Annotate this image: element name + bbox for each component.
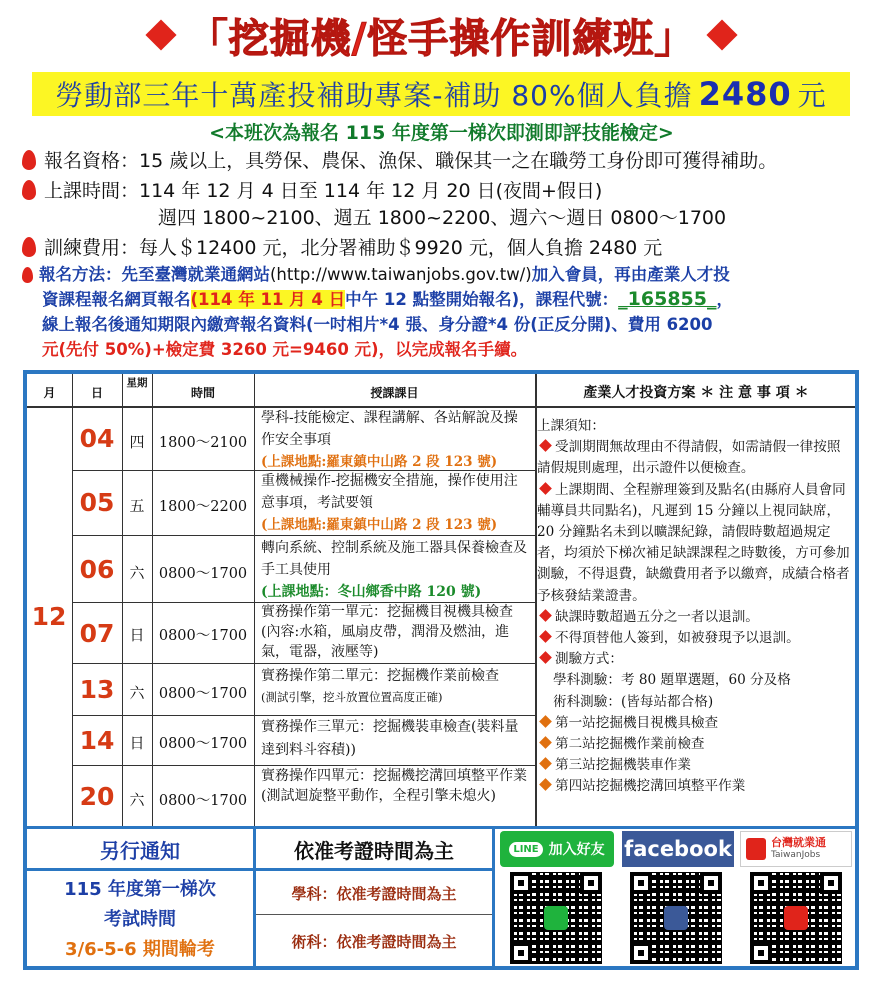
diamond-icon	[539, 651, 552, 664]
row-weekday: 六	[129, 684, 145, 702]
note-sub: 術科測驗：(皆每站都合格)	[553, 693, 714, 710]
row-time: 0800～1700	[158, 686, 248, 702]
note-item	[537, 649, 853, 670]
exam-title-1: 115 年度第一梯次	[64, 879, 216, 900]
subsidy-amount: 2480	[698, 75, 792, 113]
station-item	[537, 734, 853, 755]
flame-icon	[22, 180, 36, 200]
subsidy-text: 勞動部三年十萬產投補助專案-補助 80%個人負擔	[55, 79, 693, 112]
exam-period: 3/6-5-6 期間輪考	[65, 939, 215, 960]
method-text-7: 元(先付 50%)+檢定費 3260 元=9460 元)，以完成報名手續。	[42, 340, 528, 359]
facebook-icon	[664, 906, 688, 930]
exam-notice: <本班次為報名 115 年度第一梯次即測即評技能檢定>	[209, 122, 674, 144]
course-text: 實務操作第二單元：挖掘機作業前檢查	[261, 668, 499, 684]
row-time: 0800～1700	[158, 628, 248, 644]
exam-title-2: 考試時間	[104, 909, 176, 930]
note-item	[537, 480, 853, 607]
note-text: 測驗方式：	[555, 651, 623, 668]
registration-method	[22, 262, 867, 362]
line-icon	[544, 906, 568, 930]
station-text: 第二站挖掘機作業前檢查	[555, 736, 705, 753]
exam-schedule	[27, 872, 253, 968]
course-location: (上課地點：冬山鄉香中路 120 號)	[261, 584, 482, 600]
taiwanjobs-button[interactable]	[740, 831, 852, 867]
written-exam: 學科：依准考證時間為主	[291, 884, 457, 903]
method-text-2: 加入會員，再由產業人才投	[531, 265, 730, 284]
row-course: 實務操作三單元：挖掘機裝車檢查(裝料量達到料斗容積))	[261, 719, 519, 758]
course-text: 轉向系統、控制系統及施工器具保養檢查及手工具使用	[261, 540, 527, 578]
practical-exam: 術科：依准考證時間為主	[291, 932, 457, 951]
line-qr-code[interactable]	[510, 872, 602, 964]
diamond-icon	[539, 736, 552, 749]
line-label: 加入好友	[548, 842, 605, 858]
header-notes: 產業人才投資方案 ＊ 注 意 事 項 ＊	[583, 385, 809, 401]
header-month: 月	[43, 386, 56, 400]
notes-panel	[537, 416, 853, 798]
facebook-button[interactable]: facebook	[622, 831, 734, 867]
row-course	[261, 537, 531, 603]
row-day: 06	[79, 555, 115, 584]
row-day: 13	[79, 675, 115, 704]
note-item	[537, 437, 853, 479]
note-text: 不得頂替他人簽到，如被發現予以退訓。	[555, 630, 800, 647]
station-text: 第四站挖掘機挖溝回填整平作業	[555, 778, 746, 795]
row-course	[261, 666, 531, 708]
course-location: (上課地點:羅東鎮中山路 2 段 123 號)	[261, 454, 498, 470]
row-day: 14	[79, 726, 115, 755]
row-weekday: 日	[129, 734, 145, 752]
month-cell: 12	[31, 602, 67, 631]
method-text-5: ，	[716, 290, 733, 309]
diamond-icon	[539, 482, 552, 495]
diamond-icon	[539, 630, 552, 643]
row-time: 1800～2100	[158, 435, 248, 451]
method-date: (114 年 11 月 4 日	[190, 290, 346, 309]
schedule-text: 上課時間：114 年 12 月 4 日至 114 年 12 月 20 日(夜間+假日)	[44, 180, 603, 202]
note-text: 上課期間、全程辦理簽到及點名(由縣府人員會同輔導員共同點名)，凡遲到 15 分鐘以上視同缺席，20 分鐘點名未到以曠課紀錄，請假時數超過規定者，均須於下梯次補足缺課課程之時數後，方可參加測驗，不得退費，缺繳費用者予以繳齊，成績合格者予核發結業證書。	[537, 481, 850, 604]
row-time: 0800～1700	[158, 566, 248, 582]
eligibility-line	[22, 146, 777, 173]
row-weekday: 四	[129, 433, 145, 451]
schedule-line-2: 週四 1800~2100、週五 1800~2200、週六～週日 0800～1700	[158, 207, 727, 229]
flame-icon	[22, 237, 36, 257]
fee-line	[22, 233, 662, 260]
row-course: 實務操作第一單元：挖掘機目視機具檢查(內容:水箱，風扇皮帶，潤滑及燃油，進氣，電器，液壓等)	[261, 604, 513, 660]
header-weekday: 星期	[126, 377, 148, 389]
row-time: 0800～1700	[158, 736, 248, 752]
eligibility-text: 報名資格：15 歲以上，具勞保、農保、漁保、職保其一之在職勞工身份即可獲得補助。	[44, 150, 778, 172]
row-day: 05	[79, 488, 115, 517]
schedule-line	[22, 176, 602, 203]
title-row	[0, 6, 883, 64]
row-course: 實務操作四單元：挖掘機挖溝回填整平作業(測試迴旋整平動作，全程引擎未熄火)	[261, 768, 527, 804]
note-sub: 學科測驗：考 80 題單選題，60 分及格	[553, 672, 791, 689]
method-text-6: 線上報名後通知期限內繳齊報名資料(一吋相片*4 張、身分證*4 份(正反分開)、費用 6200	[42, 315, 713, 334]
row-day: 07	[79, 619, 115, 648]
row-day: 20	[79, 782, 115, 811]
note-item	[537, 628, 853, 649]
method-text-4: 中午 12 點整開始報名)，課程代號：	[345, 290, 619, 309]
method-url[interactable]: (http://www.taiwanjobs.gov.tw/)	[270, 265, 532, 284]
diamond-icon	[145, 19, 176, 50]
header-time: 時間	[190, 386, 215, 400]
row-course	[261, 470, 531, 536]
subsidy-banner	[32, 72, 850, 116]
method-text-1: 報名方法：先至臺灣就業通網站	[39, 265, 270, 284]
diamond-icon	[707, 19, 738, 50]
station-text: 第三站挖掘機裝車作業	[555, 757, 691, 774]
fee-text: 訓練費用：每人＄12400 元，北分署補助＄9920 元，個人負擔 2480 元	[44, 237, 663, 259]
other-notice: 另行通知	[100, 838, 180, 863]
exam-date-main: 依准考證時間為主	[294, 838, 454, 863]
line-icon: LINE	[509, 842, 542, 857]
flame-icon	[22, 267, 33, 283]
course-text: 重機械操作-挖掘機安全措施，操作使用注意事項，考試要領	[261, 473, 518, 511]
course-code: _165855_	[618, 288, 717, 310]
taiwanjobs-qr-code[interactable]	[750, 872, 842, 964]
diamond-icon	[539, 715, 552, 728]
row-course	[261, 407, 531, 473]
taiwanjobs-logo-icon	[746, 838, 766, 860]
row-weekday: 六	[129, 791, 145, 809]
diamond-icon	[539, 757, 552, 770]
header-course: 授課課目	[370, 386, 419, 400]
method-text-3: 資課程報名網頁報名	[42, 290, 191, 309]
course-text: 學科-技能檢定、課程講解、各站解說及操作安全事項	[261, 410, 518, 448]
station-item	[537, 776, 853, 797]
row-weekday: 日	[129, 626, 145, 644]
notes-head: 上課須知：	[537, 418, 605, 434]
taiwanjobs-logo-icon	[784, 906, 808, 930]
taiwanjobs-en-label: TaiwanJobs	[771, 850, 821, 860]
note-item	[537, 607, 853, 628]
page-title: 「挖掘機/怪手操作訓練班」	[187, 14, 696, 62]
station-text: 第一站挖掘機目視機具檢查	[555, 714, 719, 731]
course-location: (上課地點:羅東鎮中山路 2 段 123 號)	[261, 517, 498, 533]
row-day: 04	[79, 424, 115, 453]
diamond-icon	[539, 609, 552, 622]
diamond-icon	[539, 439, 552, 452]
row-weekday: 五	[129, 497, 145, 515]
row-time: 0800～1700	[158, 793, 248, 809]
flame-icon	[22, 150, 36, 170]
note-text: 受訓期間無故理由不得請假，如需請假一律按照請假規則處理，出示證件以便檢查。	[537, 439, 841, 477]
course-note: (測試引擎，挖斗放置位置高度正確)	[261, 690, 443, 704]
facebook-qr-code[interactable]	[630, 872, 722, 964]
line-add-friend-button[interactable]	[500, 831, 614, 867]
subsidy-unit: 元	[797, 79, 827, 112]
diamond-icon	[539, 779, 552, 792]
station-item	[537, 713, 853, 734]
taiwanjobs-label: 台灣就業通	[771, 836, 826, 849]
row-time: 1800～2200	[158, 499, 248, 515]
header-day: 日	[90, 386, 103, 400]
station-item	[537, 755, 853, 776]
row-weekday: 六	[129, 564, 145, 582]
note-text: 缺課時數超過五分之一者以退訓。	[555, 608, 759, 625]
